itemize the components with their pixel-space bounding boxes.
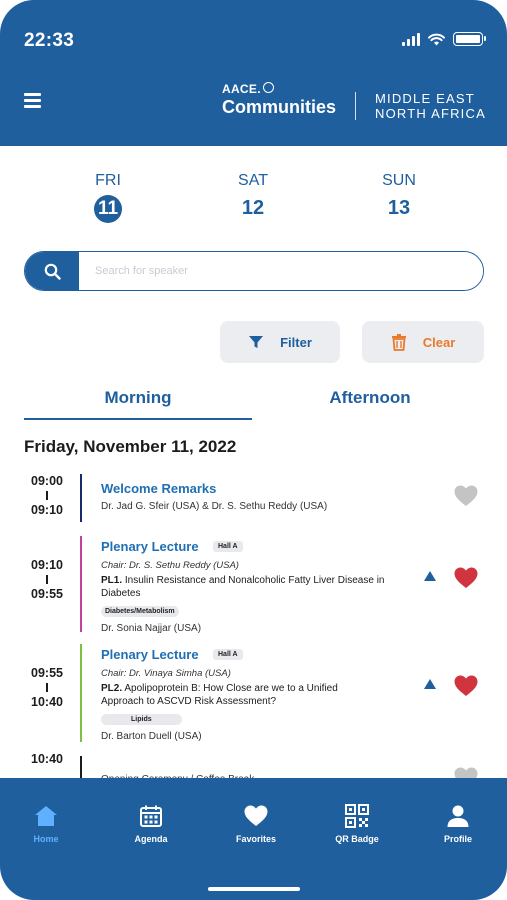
session-time [24, 752, 70, 766]
app-header [0, 0, 507, 146]
session-title[interactable]: Plenary Lecture [101, 647, 199, 662]
talk-title [101, 574, 401, 600]
session-speakers: Dr. Jad G. Sfeir (USA) & Dr. S. Sethu Reddy (USA) [101, 501, 328, 512]
start-time: 10:40 [31, 752, 63, 766]
day-fri[interactable] [68, 172, 148, 223]
start-time: 09:00 [31, 474, 63, 488]
calendar-icon [139, 804, 163, 828]
hall-badge: Hall A [213, 649, 243, 660]
topic-tag: Lipids [101, 714, 182, 725]
home-indicator [208, 887, 300, 891]
tab-morning[interactable]: Morning [24, 388, 252, 420]
talk-title [101, 682, 371, 708]
heart-icon[interactable] [453, 674, 479, 698]
talk-text: Apolipoprotein B: How Close are we to a Unified Approach to ASCVD Risk Assessment? [101, 683, 338, 707]
filter-label: Filter [280, 334, 312, 350]
end-time: 10:40 [31, 695, 63, 709]
day-number: 13 [387, 197, 411, 219]
talk-code: PL1. [101, 575, 123, 586]
end-time: 09:55 [31, 587, 63, 601]
session-chair: Chair: Dr. S. Sethu Reddy (USA) [101, 560, 239, 571]
tab-afternoon[interactable]: Afternoon [329, 388, 411, 407]
triangle-up-icon[interactable] [424, 679, 436, 689]
battery-icon [453, 32, 483, 46]
brand-divider [355, 92, 356, 120]
session-title[interactable]: Plenary Lecture [101, 539, 199, 554]
day-name: SAT [238, 172, 268, 189]
status-icons [402, 32, 483, 46]
nav-profile[interactable] [423, 804, 493, 844]
start-time: 09:55 [31, 666, 63, 680]
chat-bubble-icon [263, 82, 274, 93]
topic-tag: Diabetes/Metabolism [101, 606, 179, 617]
nav-label: Agenda [134, 834, 168, 844]
nav-label: QR Badge [335, 834, 379, 844]
nav-favorites[interactable] [221, 804, 291, 844]
brand-top: AACE. [222, 82, 261, 96]
search-bar [24, 251, 484, 291]
session-title[interactable]: Welcome Remarks [101, 481, 217, 496]
nav-label: Home [33, 834, 59, 844]
nav-qr-badge[interactable] [322, 804, 392, 844]
talk-code: PL2. [101, 683, 123, 694]
session-content [101, 480, 401, 512]
region-line-2: NORTH AFRICA [375, 106, 486, 121]
day-name: SUN [382, 172, 416, 189]
date-heading: Friday, November 11, 2022 [24, 437, 237, 456]
menu-icon[interactable] [24, 93, 41, 108]
clear-button[interactable] [362, 321, 484, 363]
brand-name: Communities [222, 97, 337, 117]
filter-icon [248, 334, 264, 350]
session-speaker: Dr. Sonia Najjar (USA) [101, 623, 202, 634]
filter-button[interactable] [220, 321, 340, 363]
nav-agenda[interactable] [116, 804, 186, 844]
search-button[interactable] [25, 252, 79, 290]
qr-icon [345, 804, 369, 828]
trash-icon [391, 333, 407, 351]
profile-icon [446, 804, 470, 828]
nav-home[interactable] [11, 804, 81, 844]
session-color-bar [80, 536, 82, 632]
brand-logo [222, 82, 336, 118]
session-time [24, 558, 70, 601]
day-name: FRI [95, 172, 121, 189]
heart-icon [242, 804, 270, 828]
nav-label: Profile [443, 834, 472, 844]
talk-text: Insulin Resistance and Nonalcoholic Fatty Liver Disease in Diabetes [101, 575, 385, 599]
clear-label: Clear [422, 334, 456, 350]
day-sun[interactable] [359, 172, 439, 222]
heart-icon[interactable] [453, 566, 479, 590]
hall-badge: Hall A [213, 541, 243, 552]
wifi-icon [428, 33, 445, 46]
session-speaker: Dr. Barton Duell (USA) [101, 731, 202, 742]
status-time: 22:33 [24, 30, 75, 51]
start-time: 09:10 [31, 558, 63, 572]
session-color-bar [80, 644, 82, 742]
triangle-up-icon[interactable] [424, 571, 436, 581]
session-content [101, 646, 401, 742]
search-icon [44, 263, 61, 280]
heart-icon[interactable] [453, 484, 479, 508]
day-selector [0, 172, 507, 222]
day-sat[interactable] [213, 172, 293, 222]
day-number: 11 [94, 195, 122, 223]
search-input[interactable] [79, 252, 483, 290]
home-icon [34, 804, 58, 828]
end-time: 09:10 [31, 503, 63, 517]
brand-region [375, 91, 486, 121]
signal-icon [402, 33, 420, 46]
session-time [24, 474, 70, 517]
region-line-1: MIDDLE EAST [375, 91, 475, 106]
session-chair: Chair: Dr. Vinaya Simha (USA) [101, 668, 231, 679]
session-time [24, 666, 70, 709]
session-content [101, 538, 401, 634]
period-tabs [24, 388, 484, 420]
nav-label: Favorites [235, 834, 277, 844]
day-number: 12 [241, 197, 265, 219]
session-color-bar [80, 474, 82, 522]
bottom-navigation [0, 778, 507, 900]
